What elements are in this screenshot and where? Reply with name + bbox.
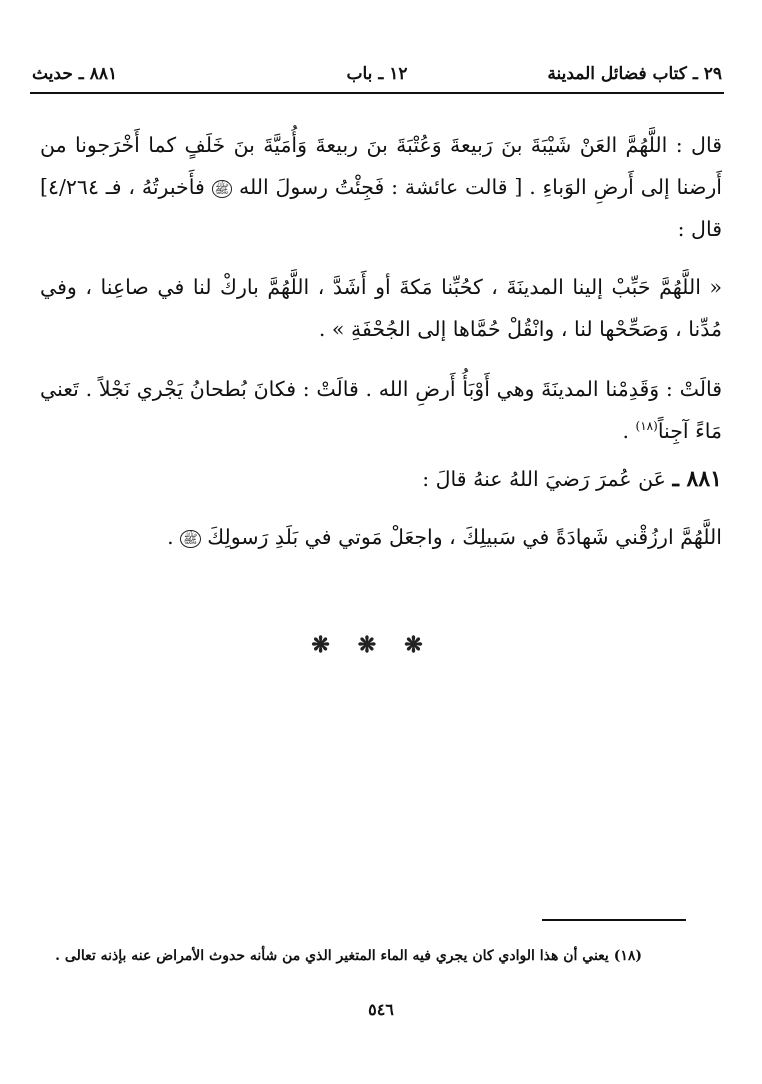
- hadith-intro: عَن عُمرَ رَضيَ اللهُ عنهُ قالَ :: [422, 467, 666, 491]
- paragraph-4-text: اللَّهُمَّ ارزُقْني شَهادَةً في سَبيلِكَ ، واجعَلْ مَوتي في بَلَدِ رَسولِكَ: [207, 525, 722, 549]
- paragraph-4: [40, 516, 722, 558]
- page-header: [32, 60, 722, 90]
- chapter-title: ٢٩ ـ كتاب فضائل المدينة: [547, 64, 722, 84]
- footnote-reference[interactable]: (١٨): [635, 419, 658, 434]
- paragraph-3: [40, 368, 722, 452]
- paragraph-2-text: « اللَّهُمَّ حَبِّبْ إلينا المدينَةَ ، كحُبِّنا مَكةَ أو أَشَدَّ ، اللَّهُمَّ باركْ لنا في صاعِنا ، وفي مُدِّنا ، وَصَحِّحْها لنا ، وانْقُلْ حُمَّاها إلى الجُحْفَةِ » .: [40, 275, 722, 341]
- paragraph-1-tail: فأَخبرتُهُ ، فـ ٤/٢٦٤] قال :: [40, 175, 722, 241]
- footnote-rule: [542, 919, 686, 921]
- salutation-icon: ﷺ: [180, 530, 201, 548]
- paragraph-1: [40, 124, 722, 250]
- hadith-reference: ٨٨١ ـ حديث: [32, 64, 118, 84]
- paragraph-4-end: .: [167, 525, 174, 549]
- hadith-heading: [422, 466, 722, 492]
- salutation-icon: ﷺ: [212, 180, 233, 198]
- header-rule: [30, 92, 724, 94]
- section-title: ١٢ ـ باب: [346, 64, 408, 84]
- hadith-number: ٨٨١ ـ: [672, 466, 722, 492]
- footnote: (١٨) يعني أن هذا الوادي كان يجري فيه الماء المتغير الذي من شأنه حدوث الأمراض عنه بإذنه تعالى .: [55, 948, 642, 964]
- paragraph-3-text: قالَتْ : وَقَدِمْنا المدينَةَ وهي أَوْبَأُ أَرضِ الله . قالَتْ : فكانَ بُطحانُ يَجْري نَجْلاً . تَعني مَاءً آجِناً: [40, 377, 722, 443]
- separator-stars: ❋❋❋: [311, 632, 451, 658]
- paragraph-3-end: .: [622, 419, 636, 443]
- page-number: ٥٤٦: [368, 1000, 394, 1019]
- paragraph-2: [40, 266, 722, 350]
- paragraph-1-text: قال : اللَّهُمَّ العَنْ شَيْبَةَ بنَ رَبيعةَ وَعُتْبَةَ بنَ ربيعةَ وَأُمَيَّةَ بنَ خَلَفٍ كما أَخْرَجونا من أَرضنا إلى أَرضِ الوَباءِ . [ قالت عائشة : فَجِئْتُ رسولَ الله: [40, 133, 722, 199]
